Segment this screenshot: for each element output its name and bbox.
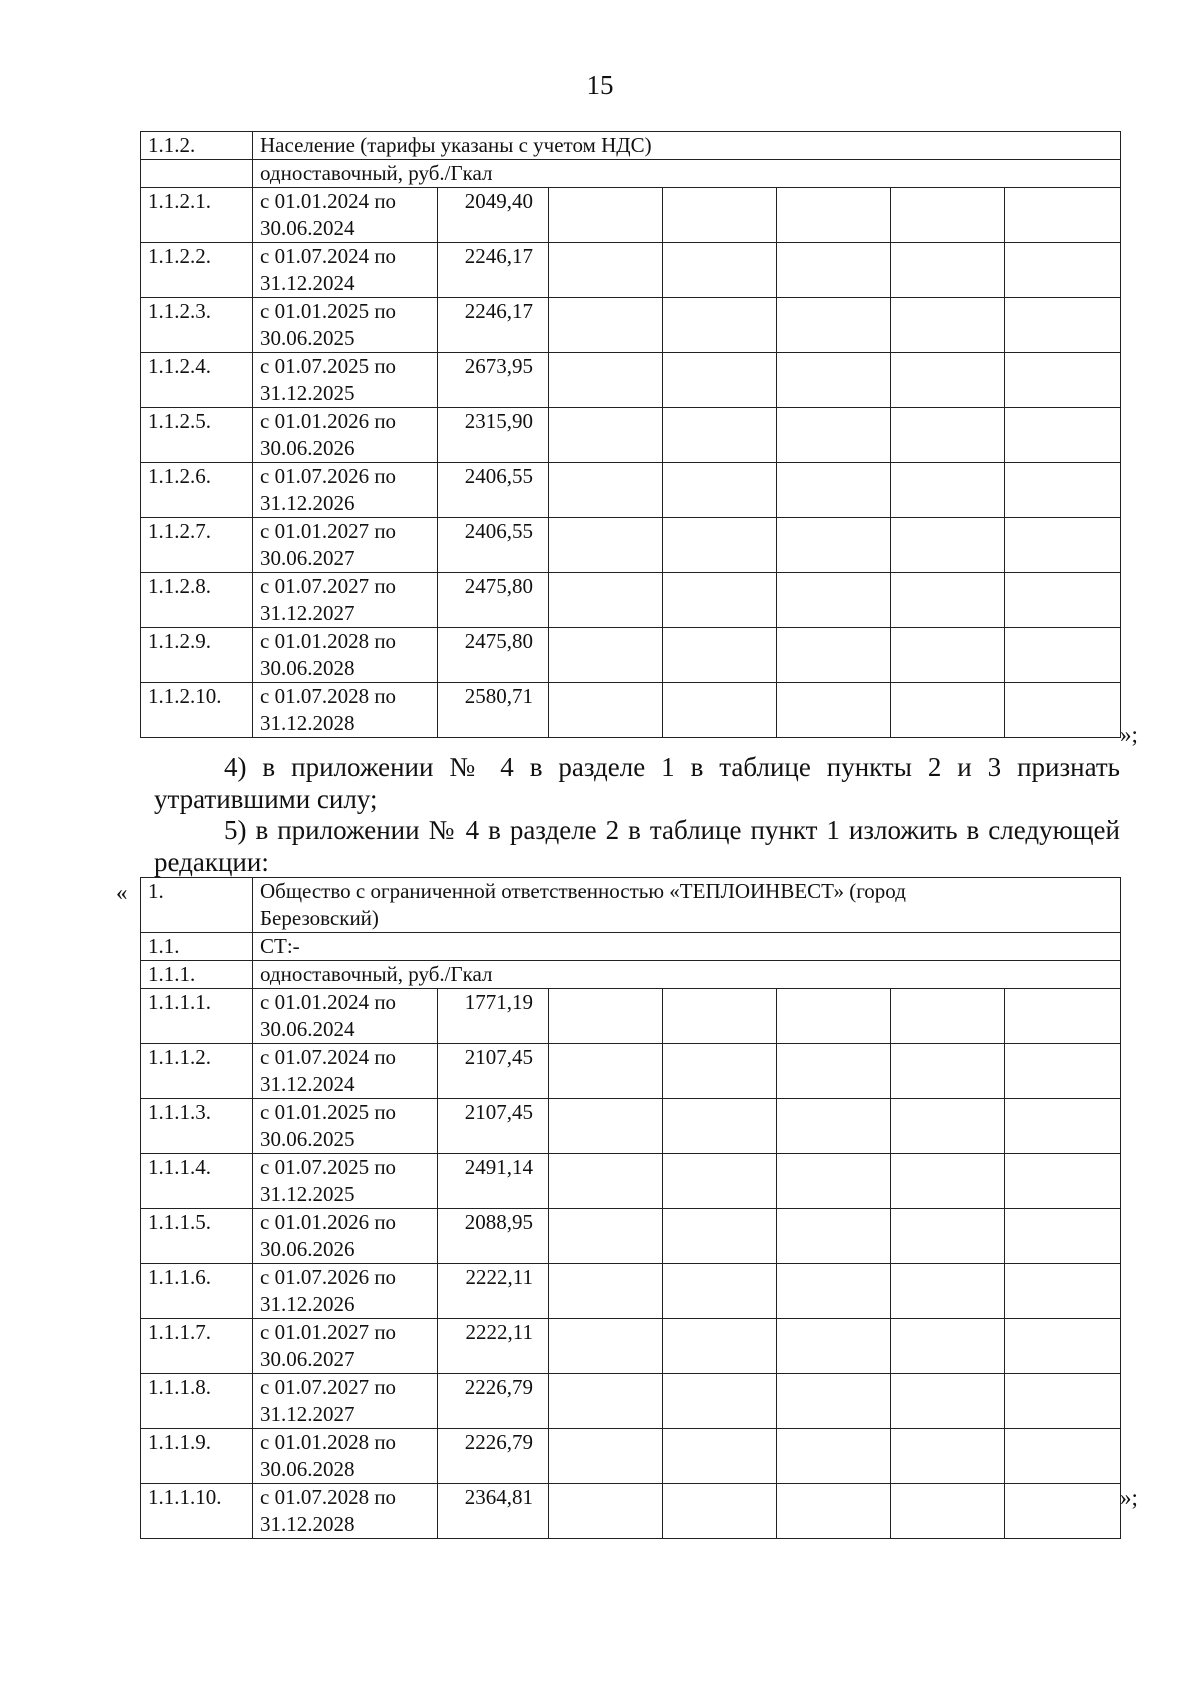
row-code-cell: 1.1.1.3. (141, 1099, 253, 1154)
period-start: с 01.01.2026 по (260, 409, 397, 433)
row-code-cell: 1.1.1.9. (141, 1429, 253, 1484)
empty-cell (549, 243, 663, 298)
period-end: 31.12.2028 (260, 711, 355, 735)
table-row (141, 243, 1121, 298)
empty-cell (663, 188, 777, 243)
period-cell (253, 1319, 438, 1374)
row-code-cell: 1.1.2.2. (141, 243, 253, 298)
rate-label-cell: одноставочный, руб./Гкал (253, 961, 1121, 989)
row-code-cell: 1.1.1.10. (141, 1484, 253, 1539)
empty-cell (1005, 298, 1121, 353)
period-cell (253, 298, 438, 353)
empty-cell (663, 408, 777, 463)
table-row (141, 463, 1121, 518)
org-name-line-2: Березовский) (260, 906, 379, 930)
empty-cell (777, 1044, 891, 1099)
table-row (141, 683, 1121, 738)
system-row (141, 933, 1121, 961)
table-row (141, 518, 1121, 573)
period-end: 30.06.2025 (260, 1127, 355, 1151)
org-row (141, 878, 1121, 933)
tariff-table-population (140, 131, 1121, 738)
paragraph-5 (154, 814, 1120, 878)
empty-cell (549, 573, 663, 628)
period-end: 30.06.2026 (260, 436, 355, 460)
period-start: с 01.07.2026 по (260, 464, 397, 488)
tariff-value-cell: 2222,11 (438, 1264, 549, 1319)
table-row (141, 1209, 1121, 1264)
tariff-value-cell: 2049,40 (438, 188, 549, 243)
empty-cell (777, 1484, 891, 1539)
empty-cell (777, 573, 891, 628)
row-code-cell: 1.1.2.9. (141, 628, 253, 683)
empty-cell (549, 298, 663, 353)
empty-cell (663, 1429, 777, 1484)
period-end: 30.06.2028 (260, 656, 355, 680)
period-end: 31.12.2027 (260, 1402, 355, 1426)
empty-cell (1005, 243, 1121, 298)
period-cell (253, 243, 438, 298)
empty-cell (1005, 1319, 1121, 1374)
empty-cell (663, 1374, 777, 1429)
empty-cell (663, 518, 777, 573)
empty-cell (663, 573, 777, 628)
empty-cell (663, 1154, 777, 1209)
empty-cell (663, 1319, 777, 1374)
empty-cell (549, 1429, 663, 1484)
period-end: 30.06.2026 (260, 1237, 355, 1261)
empty-cell (891, 408, 1005, 463)
empty-cell (549, 989, 663, 1044)
period-end: 31.12.2024 (260, 1072, 355, 1096)
tariff-value-cell: 2580,71 (438, 683, 549, 738)
empty-cell (777, 353, 891, 408)
org-code-cell: 1. (141, 878, 253, 933)
period-start: с 01.07.2025 по (260, 1155, 397, 1179)
tariff-value-cell: 2491,14 (438, 1154, 549, 1209)
period-cell (253, 1484, 438, 1539)
tariff-value-cell: 2107,45 (438, 1044, 549, 1099)
empty-cell (777, 1264, 891, 1319)
period-cell (253, 518, 438, 573)
empty-cell (549, 518, 663, 573)
period-start: с 01.01.2024 по (260, 990, 397, 1014)
paragraph-4-line-1: 4) в приложении № 4 в разделе 1 в таблице пункты 2 и 3 признать (224, 752, 1120, 782)
table-row (141, 353, 1121, 408)
table-row (141, 408, 1121, 463)
row-code-cell: 1.1.2.1. (141, 188, 253, 243)
period-end: 30.06.2025 (260, 326, 355, 350)
tariff-value-cell: 2088,95 (438, 1209, 549, 1264)
empty-cell (1005, 188, 1121, 243)
row-code-cell: 1.1.1.7. (141, 1319, 253, 1374)
row-code-cell: 1.1.2.6. (141, 463, 253, 518)
period-cell (253, 989, 438, 1044)
empty-cell (891, 573, 1005, 628)
empty-cell (1005, 353, 1121, 408)
table-row (141, 1319, 1121, 1374)
empty-cell (777, 989, 891, 1044)
empty-cell (549, 353, 663, 408)
empty-cell (549, 1154, 663, 1209)
tariff-value-cell: 2226,79 (438, 1374, 549, 1429)
empty-cell (891, 989, 1005, 1044)
period-cell (253, 353, 438, 408)
empty-cell (777, 518, 891, 573)
group-title-cell: Население (тарифы указаны с учетом НДС) (253, 132, 1121, 160)
tariff-value-cell: 2222,11 (438, 1319, 549, 1374)
empty-cell (891, 463, 1005, 518)
empty-cell (1005, 683, 1121, 738)
empty-cell (777, 1374, 891, 1429)
empty-cell (1005, 1374, 1121, 1429)
row-code-cell: 1.1.2.3. (141, 298, 253, 353)
tariff-value-cell: 2226,79 (438, 1429, 549, 1484)
empty-cell (777, 1099, 891, 1154)
period-end: 30.06.2024 (260, 1017, 355, 1041)
empty-cell (1005, 1484, 1121, 1539)
empty-cell (777, 683, 891, 738)
group-code-cell: 1.1.2. (141, 132, 253, 160)
empty-cell (777, 408, 891, 463)
tariff-value-cell: 2406,55 (438, 518, 549, 573)
tariff-value-cell: 2364,81 (438, 1484, 549, 1539)
rate-row (141, 961, 1121, 989)
empty-cell (891, 1319, 1005, 1374)
empty-cell (663, 463, 777, 518)
empty-cell (891, 1099, 1005, 1154)
period-start: с 01.01.2025 по (260, 1100, 397, 1124)
period-start: с 01.07.2026 по (260, 1265, 397, 1289)
empty-cell (663, 628, 777, 683)
empty-cell (549, 1319, 663, 1374)
period-cell (253, 463, 438, 518)
rate-code-cell: 1.1.1. (141, 961, 253, 989)
table-row (141, 298, 1121, 353)
opening-quote-mark: « (116, 880, 128, 905)
empty-cell (663, 1264, 777, 1319)
empty-cell (777, 463, 891, 518)
period-cell (253, 408, 438, 463)
empty-cell (891, 1209, 1005, 1264)
period-end: 30.06.2024 (260, 216, 355, 240)
period-end: 30.06.2027 (260, 1347, 355, 1371)
row-code-cell: 1.1.2.10. (141, 683, 253, 738)
paragraph-5-line-2: редакции: (154, 847, 269, 877)
tariff-value-cell: 2107,45 (438, 1099, 549, 1154)
period-cell (253, 188, 438, 243)
period-cell (253, 1209, 438, 1264)
empty-cell (549, 1099, 663, 1154)
system-label-cell: СТ:- (253, 933, 1121, 961)
empty-cell (777, 243, 891, 298)
empty-cell (1005, 628, 1121, 683)
period-cell (253, 1044, 438, 1099)
period-cell (253, 1374, 438, 1429)
paragraph-4 (154, 751, 1120, 815)
empty-cell (891, 298, 1005, 353)
empty-cell (549, 1374, 663, 1429)
empty-cell (1005, 1154, 1121, 1209)
period-cell (253, 1099, 438, 1154)
row-code-cell: 1.1.1.4. (141, 1154, 253, 1209)
empty-cell (891, 1484, 1005, 1539)
row-code-cell: 1.1.1.6. (141, 1264, 253, 1319)
tariff-table-teploinvest (140, 877, 1121, 1539)
table-row (141, 1484, 1121, 1539)
empty-cell (1005, 1429, 1121, 1484)
tariff-value-cell: 2475,80 (438, 573, 549, 628)
empty-cell (891, 628, 1005, 683)
period-start: с 01.07.2028 по (260, 684, 397, 708)
period-start: с 01.07.2024 по (260, 1045, 397, 1069)
empty-cell (663, 1209, 777, 1264)
empty-cell (1005, 1264, 1121, 1319)
closing-quote-mark: »; (1120, 722, 1138, 747)
period-cell (253, 1264, 438, 1319)
table-subheader-row (141, 160, 1121, 188)
empty-cell (777, 1429, 891, 1484)
empty-cell (1005, 573, 1121, 628)
empty-cell (663, 1044, 777, 1099)
empty-cell (549, 1209, 663, 1264)
empty-cell (1005, 1209, 1121, 1264)
table-row (141, 1044, 1121, 1099)
row-code-cell: 1.1.1.5. (141, 1209, 253, 1264)
row-code-cell: 1.1.1.1. (141, 989, 253, 1044)
empty-cell (1005, 989, 1121, 1044)
table-row (141, 188, 1121, 243)
period-cell (253, 573, 438, 628)
empty-cell (663, 683, 777, 738)
tariff-value-cell: 2475,80 (438, 628, 549, 683)
period-cell (253, 683, 438, 738)
period-start: с 01.01.2028 по (260, 629, 397, 653)
empty-cell (549, 188, 663, 243)
period-cell (253, 628, 438, 683)
closing-quote-mark: »; (1120, 1485, 1138, 1510)
table-header-row (141, 132, 1121, 160)
empty-cell (663, 1099, 777, 1154)
period-end: 31.12.2026 (260, 1292, 355, 1316)
table-row (141, 573, 1121, 628)
empty-cell (1005, 408, 1121, 463)
empty-cell (777, 1154, 891, 1209)
row-code-cell: 1.1.2.7. (141, 518, 253, 573)
row-code-cell: 1.1.2.5. (141, 408, 253, 463)
table-row (141, 1154, 1121, 1209)
empty-cell (777, 1319, 891, 1374)
empty-cell (1005, 463, 1121, 518)
empty-cell (891, 1044, 1005, 1099)
empty-cell (549, 463, 663, 518)
empty-cell (663, 1484, 777, 1539)
period-cell (253, 1154, 438, 1209)
empty-cell (549, 1044, 663, 1099)
period-cell (253, 1429, 438, 1484)
empty-cell (663, 989, 777, 1044)
table-row (141, 1374, 1121, 1429)
org-name-line-1: Общество с ограниченной ответственностью «ТЕПЛОИНВЕСТ» (город (260, 879, 906, 903)
row-code-cell: 1.1.2.4. (141, 353, 253, 408)
empty-cell (777, 1209, 891, 1264)
period-end: 30.06.2027 (260, 546, 355, 570)
tariff-value-cell: 2246,17 (438, 243, 549, 298)
period-end: 31.12.2028 (260, 1512, 355, 1536)
row-code-cell: 1.1.1.2. (141, 1044, 253, 1099)
period-start: с 01.01.2027 по (260, 1320, 397, 1344)
empty-cell (1005, 518, 1121, 573)
empty-cell (549, 628, 663, 683)
tariff-value-cell: 2406,55 (438, 463, 549, 518)
empty-cell (549, 1264, 663, 1319)
empty-cell (1005, 1099, 1121, 1154)
period-end: 31.12.2025 (260, 1182, 355, 1206)
period-end: 31.12.2027 (260, 601, 355, 625)
period-end: 31.12.2025 (260, 381, 355, 405)
period-start: с 01.07.2025 по (260, 354, 397, 378)
empty-cell (1005, 1044, 1121, 1099)
empty-code-cell (141, 160, 253, 188)
period-start: с 01.01.2025 по (260, 299, 397, 323)
row-code-cell: 1.1.1.8. (141, 1374, 253, 1429)
empty-cell (663, 243, 777, 298)
table-row (141, 1099, 1121, 1154)
paragraph-5-line-1: 5) в приложении № 4 в разделе 2 в таблице пункт 1 изложить в следующей (224, 815, 1120, 845)
empty-cell (777, 298, 891, 353)
tariff-value-cell: 2673,95 (438, 353, 549, 408)
period-start: с 01.07.2024 по (260, 244, 397, 268)
empty-cell (663, 353, 777, 408)
period-end: 31.12.2024 (260, 271, 355, 295)
empty-cell (777, 188, 891, 243)
period-start: с 01.01.2028 по (260, 1430, 397, 1454)
empty-cell (777, 628, 891, 683)
empty-cell (891, 1154, 1005, 1209)
period-start: с 01.01.2026 по (260, 1210, 397, 1234)
table-row (141, 1264, 1121, 1319)
period-start: с 01.01.2024 по (260, 189, 397, 213)
period-start: с 01.07.2028 по (260, 1485, 397, 1509)
org-name-cell (253, 878, 1121, 933)
table-row (141, 989, 1121, 1044)
empty-cell (891, 1429, 1005, 1484)
tariff-value-cell: 2315,90 (438, 408, 549, 463)
table-row (141, 1429, 1121, 1484)
paragraph-4-line-2: утратившими силу; (154, 784, 378, 814)
empty-cell (891, 1264, 1005, 1319)
empty-cell (549, 408, 663, 463)
page-number: 15 (586, 70, 614, 100)
empty-cell (549, 1484, 663, 1539)
period-start: с 01.07.2027 по (260, 574, 397, 598)
empty-cell (549, 683, 663, 738)
row-code-cell: 1.1.2.8. (141, 573, 253, 628)
empty-cell (891, 518, 1005, 573)
period-end: 31.12.2026 (260, 491, 355, 515)
period-start: с 01.07.2027 по (260, 1375, 397, 1399)
tariff-value-cell: 2246,17 (438, 298, 549, 353)
rate-type-cell: одноставочный, руб./Гкал (253, 160, 1121, 188)
system-code-cell: 1.1. (141, 933, 253, 961)
empty-cell (891, 353, 1005, 408)
empty-cell (891, 1374, 1005, 1429)
empty-cell (891, 683, 1005, 738)
period-start: с 01.01.2027 по (260, 519, 397, 543)
tariff-value-cell: 1771,19 (438, 989, 549, 1044)
table-row (141, 628, 1121, 683)
empty-cell (891, 243, 1005, 298)
period-end: 30.06.2028 (260, 1457, 355, 1481)
empty-cell (663, 298, 777, 353)
empty-cell (891, 188, 1005, 243)
